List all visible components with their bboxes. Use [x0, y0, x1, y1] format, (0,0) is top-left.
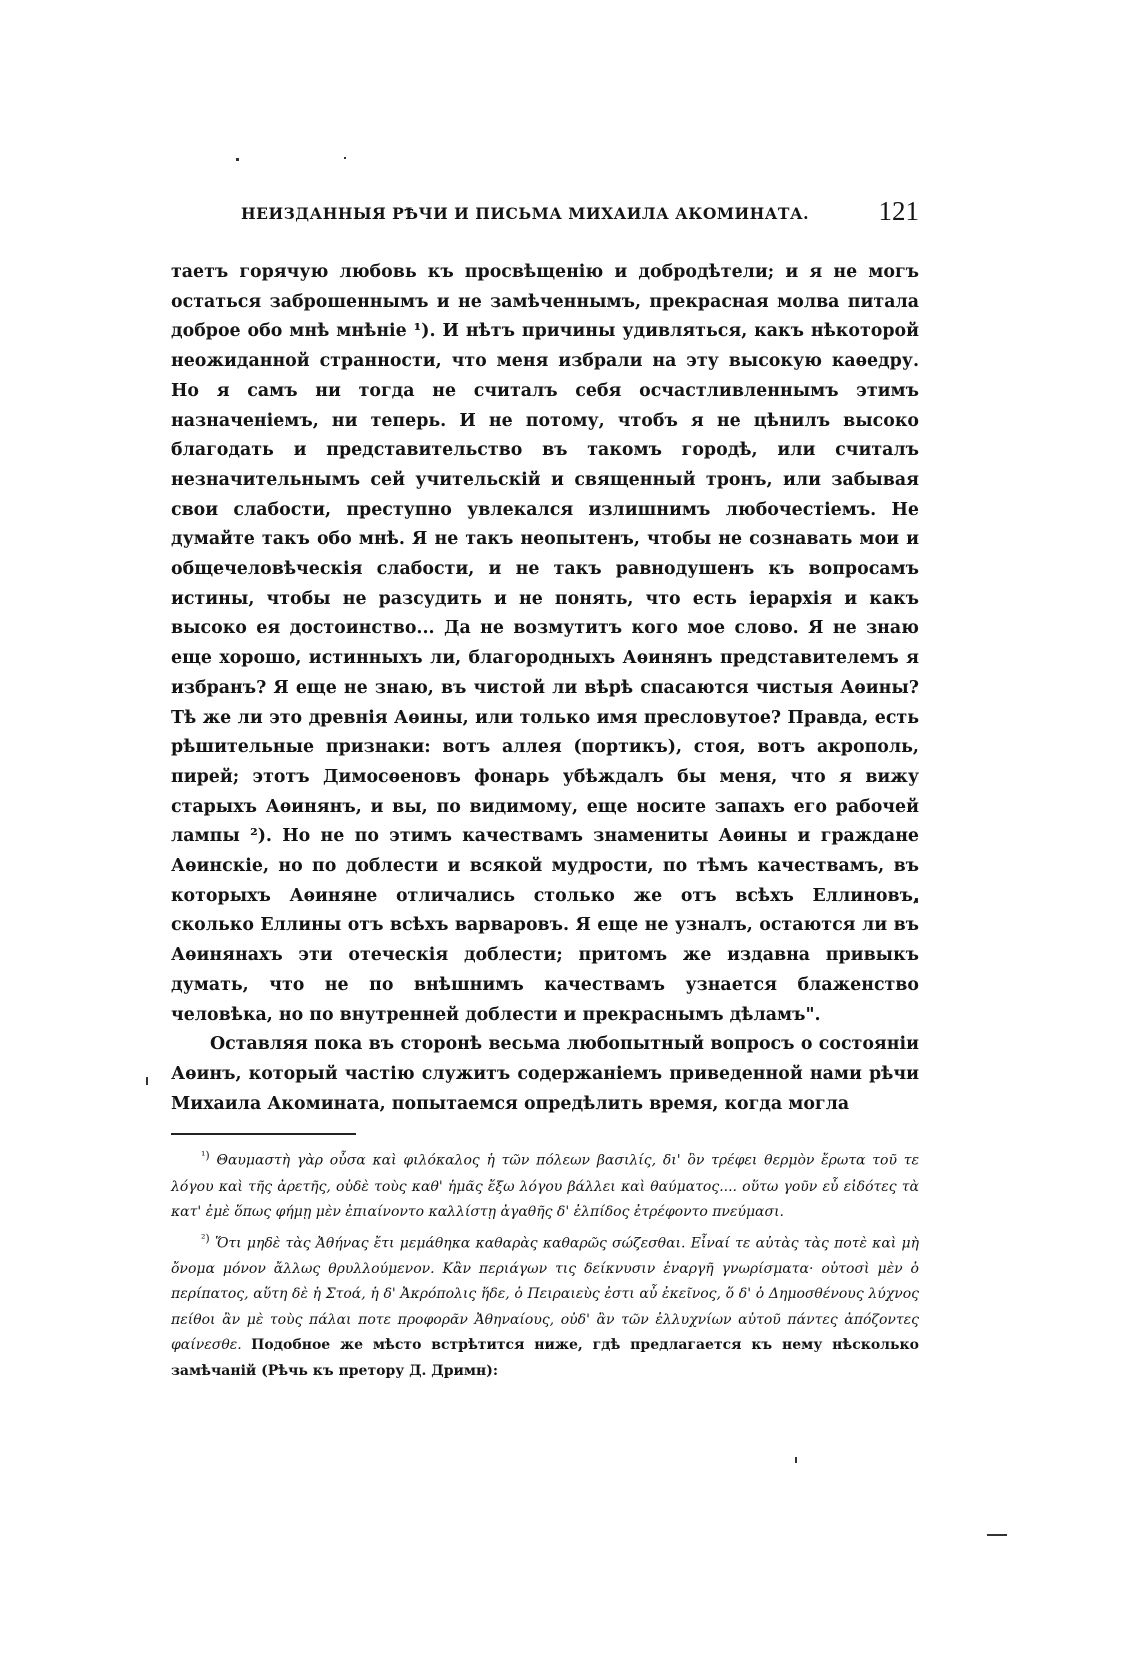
page-number: 121: [878, 196, 919, 226]
running-title: НЕИЗДАННЫЯ РѢЧИ И ПИСЬМА МИХАИЛА АКОМИНАТА.: [241, 204, 809, 223]
footnote-2-tail: Подобное же мѣсто встрѣтится ниже, гдѣ предлагается къ нему нѣсколько замѣчаній (Рѣчь къ претору Д. Дримн):: [171, 1337, 919, 1379]
footnote-2: [171, 1226, 919, 1385]
footnote-1: [171, 1143, 919, 1225]
footnote-1-text: Θαυμαστὴ γὰρ οὖσα καὶ φιλόκαλος ἡ τῶν πόλεων βασιλίς, δι' ὃν τρέφει θερμὸν ἔρωτα τοῦ τε λόγου καὶ τῆς ἀρετῆς, οὐδὲ τοὺς καθ' ἡμᾶς ἔξω λόγου βάλλει καὶ θαύματος.... οὕτω γοῦν εὖ εἰδότες τὰ κατ' ἐμὲ ὅπως φήμῃ μὲν ἐπιαίνοντο καλλίστῃ ἀγαθῆς δ' ἐλπίδος ἐτρέφοντο πνεύμασι.: [171, 1153, 919, 1221]
paragraph-1: таетъ горячую любовь къ просвѣщенію и добродѣтели; и я не могъ остаться заброшеннымъ и не замѣченнымъ, прекрасная молва питала доброе обо мнѣ мнѣніе ¹). И нѣтъ причины удивляться, какъ нѣкоторой неожиданной странности, что меня избрали на эту высокую каѳедру. Но я самъ ни тогда не считалъ себя осчастливленнымъ этимъ назначеніемъ, ни теперь. И не потому, чтобъ я не цѣнилъ высоко благодать и представительство въ такомъ городѣ, или считалъ незначительнымъ сей учительскій и священный тронъ, или забывая свои слабости, преступно увлекался излишнимъ любочестіемъ. Не думайте такъ обо мнѣ. Я не такъ неопытенъ, чтобы не сознавать мои и общечеловѣческія слабости, и не такъ равнодушенъ къ вопросамъ истины, чтобы не разсудить и не понять, что есть іерархія и какъ высоко ея достоинство... Да не возмутитъ кого мое слово. Я не знаю еще хорошо, истинныхъ ли, благородныхъ Аѳинянъ представителемъ я избранъ? Я еще не знаю, въ чистой ли вѣрѣ спасаются чистыя Аѳины? Тѣ же ли это древнія Аѳины, или только имя пресловутое? Правда, есть рѣшительные признаки: вотъ аллея (портикъ), стоя, вотъ акрополь, пирей; этотъ Димосѳеновъ фонарь убѣждалъ бы меня, что я вижу старыхъ Аѳинянъ, и вы, по видимому, еще носите запахъ его рабочей лампы ²). Но не по этимъ качествамъ знамениты Аѳины и граждане Аѳинскіе, но по доблести и всякой мудрости, по тѣмъ качествамъ, въ которыхъ Аѳиняне отличались столько же отъ всѣхъ Еллиновъ, сколько Еллины отъ всѣхъ варваровъ. Я еще не узналъ, остаются ли въ Аѳинянахъ эти отеческія доблести; притомъ же издавна привыкъ думать, что не по внѣшнимъ качествамъ узнается блаженство человѣка, но по внутренней доблести и прекраснымъ дѣламъ".: [171, 262, 919, 1025]
paragraph-2: Оставляя пока въ сторонѣ весьма любопытный вопросъ о состояніи Аѳинъ, который частію служитъ содержаніемъ приведенной нами рѣчи Михаила Акомината, попытаемся опредѣлить время, когда могла: [171, 1034, 919, 1114]
footnote-2-text: Ὅτι μηδὲ τὰς Ἀθήνας ἔτι μεμάθηκα καθαρὰς καθαρῶς σώζεσθαι. Εἶναί τε αὐτὰς τὰς ποτὲ καὶ μὴ ὄνομα μόνον ἄλλως θρυλλούμενον. Κἂν περιάγων τις δείκνυσιν ἐναργῆ γνωρίσματα· οὑτοσὶ μὲν ὁ περίπατος, αὕτη δὲ ἡ Στοά, ἡ δ' Ἀκρόπολις ἥδε, ὁ Πειραιεὺς ἐστι αὖ ἐκεῖνος, ὅ δ' ὁ Δημοσθένους λύχνος πείθοι ἂν μὲ τοὺς πάλαι ποτε προφορᾶν Ἀθηναίους, οὐδ' ἂν τῶν ἐλλυχνίων αὐτοῦ πάντες ἀπόζοντες φαίνεσθε.: [171, 1235, 920, 1354]
main-text: [171, 258, 919, 1119]
footnote-1-marker: ¹): [201, 1149, 210, 1163]
book-page: [171, 196, 919, 1384]
footnote-2-marker: ²): [201, 1231, 210, 1245]
running-head: [171, 196, 919, 238]
footnotes: [171, 1143, 919, 1384]
footnote-rule: [171, 1133, 356, 1135]
